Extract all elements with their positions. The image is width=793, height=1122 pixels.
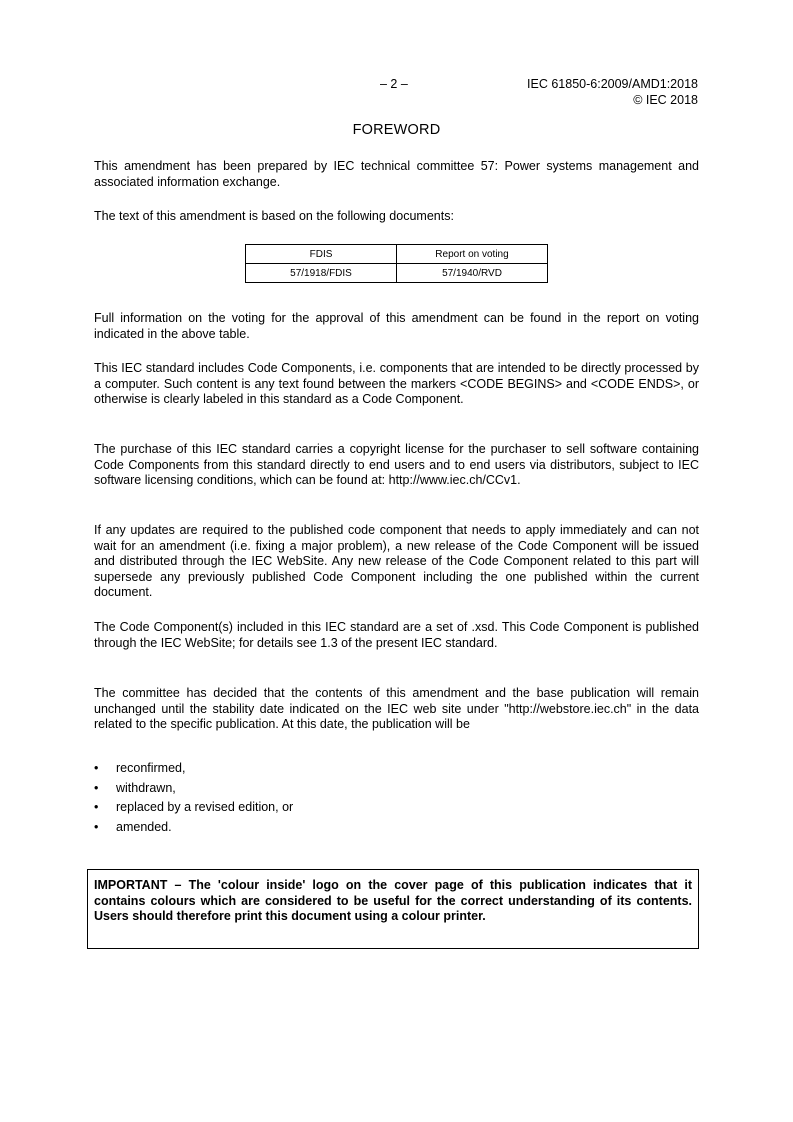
list-item bbox=[94, 800, 699, 816]
paragraph-stability bbox=[94, 686, 699, 733]
bullet-icon: • bbox=[94, 780, 99, 795]
table-cell-fdis: 57/1918/FDIS bbox=[246, 264, 397, 283]
paragraph-xsd bbox=[94, 620, 699, 651]
paragraph-based-on bbox=[94, 209, 699, 225]
paragraph-text: The purchase of this IEC standard carries a copyright license for the purchaser to sell software containing Code Components from this standard directly to end users and to end users via distributors, subject to IEC software licensing conditions, which can be found at: http://www.iec.ch/CCv1. bbox=[94, 442, 699, 487]
list-item-text: withdrawn, bbox=[116, 780, 176, 795]
page-number: – 2 – bbox=[380, 77, 408, 91]
bullet-icon: • bbox=[94, 800, 99, 814]
paragraph-text: If any updates are required to the published code component that needs to apply immediately and can not wait for an amendment (i.e. fixing a major problem), a new release of the Code Component will be issued and distributed through the IEC WebSite. Any new release of the Code Component related to this part will supersede any previously published Code Component including the one published within the current document. bbox=[94, 523, 699, 599]
paragraph-purchase bbox=[94, 442, 699, 489]
paragraph-text: Full information on the voting for the approval of this amendment can be found in the report on voting indicated in the above table. bbox=[94, 311, 699, 341]
copyright-notice: © IEC 2018 bbox=[633, 92, 698, 107]
table-header-report: Report on voting bbox=[397, 245, 548, 264]
page-title: FOREWORD bbox=[352, 122, 441, 138]
paragraph-committee bbox=[94, 159, 699, 190]
paragraph-code-components bbox=[94, 361, 699, 408]
paragraph-text: The committee has decided that the contents of this amendment and the base publication will remain unchanged until the stability date indicated on the IEC web site under "http://webstore.iec.ch" in the data related to the specific publication. At this date, the publication will be bbox=[94, 686, 699, 731]
table-cell-report: 57/1940/RVD bbox=[397, 264, 548, 283]
list-item bbox=[94, 820, 699, 836]
publication-status-list bbox=[94, 761, 699, 839]
bullet-icon: • bbox=[94, 761, 99, 775]
table-header-fdis: FDIS bbox=[246, 245, 397, 264]
paragraph-text: This IEC standard includes Code Components, i.e. components that are intended to be directly processed by a computer. Such content is any text found between the markers <CODE BEGINS> and <CODE ENDS>, or otherwise is clearly labeled in this standard as a Code Component. bbox=[94, 361, 699, 406]
bullet-icon: • bbox=[94, 819, 99, 834]
table-row bbox=[246, 264, 548, 283]
important-notice-box bbox=[87, 869, 699, 949]
document-id: IEC 61850-6:2009/AMD1:2018 bbox=[527, 77, 698, 91]
list-item-text: amended. bbox=[116, 819, 172, 834]
paragraph-text: The text of this amendment is based on the following documents: bbox=[94, 209, 454, 223]
list-item-text: replaced by a revised edition, or bbox=[116, 800, 294, 814]
list-item bbox=[94, 781, 699, 797]
paragraph-text: The Code Component(s) included in this IEC standard are a set of .xsd. This Code Component is published through the IEC WebSite; for details see 1.3 of the present IEC standard. bbox=[94, 620, 699, 650]
paragraph-full-info bbox=[94, 311, 699, 342]
table-header-row bbox=[246, 245, 548, 264]
voting-documents-table bbox=[245, 244, 548, 283]
list-item-text: reconfirmed, bbox=[116, 761, 186, 775]
list-item bbox=[94, 761, 699, 777]
important-notice-text: IMPORTANT – The 'colour inside' logo on the cover page of this publication indicates that it contains colours which are considered to be useful for the correct understanding of its contents. Users should therefore print this document using a colour printer. bbox=[94, 878, 692, 923]
paragraph-text: This amendment has been prepared by IEC technical committee 57: Power systems management and associated information exchange. bbox=[94, 159, 699, 189]
paragraph-updates bbox=[94, 523, 699, 601]
document-reference bbox=[438, 77, 698, 108]
